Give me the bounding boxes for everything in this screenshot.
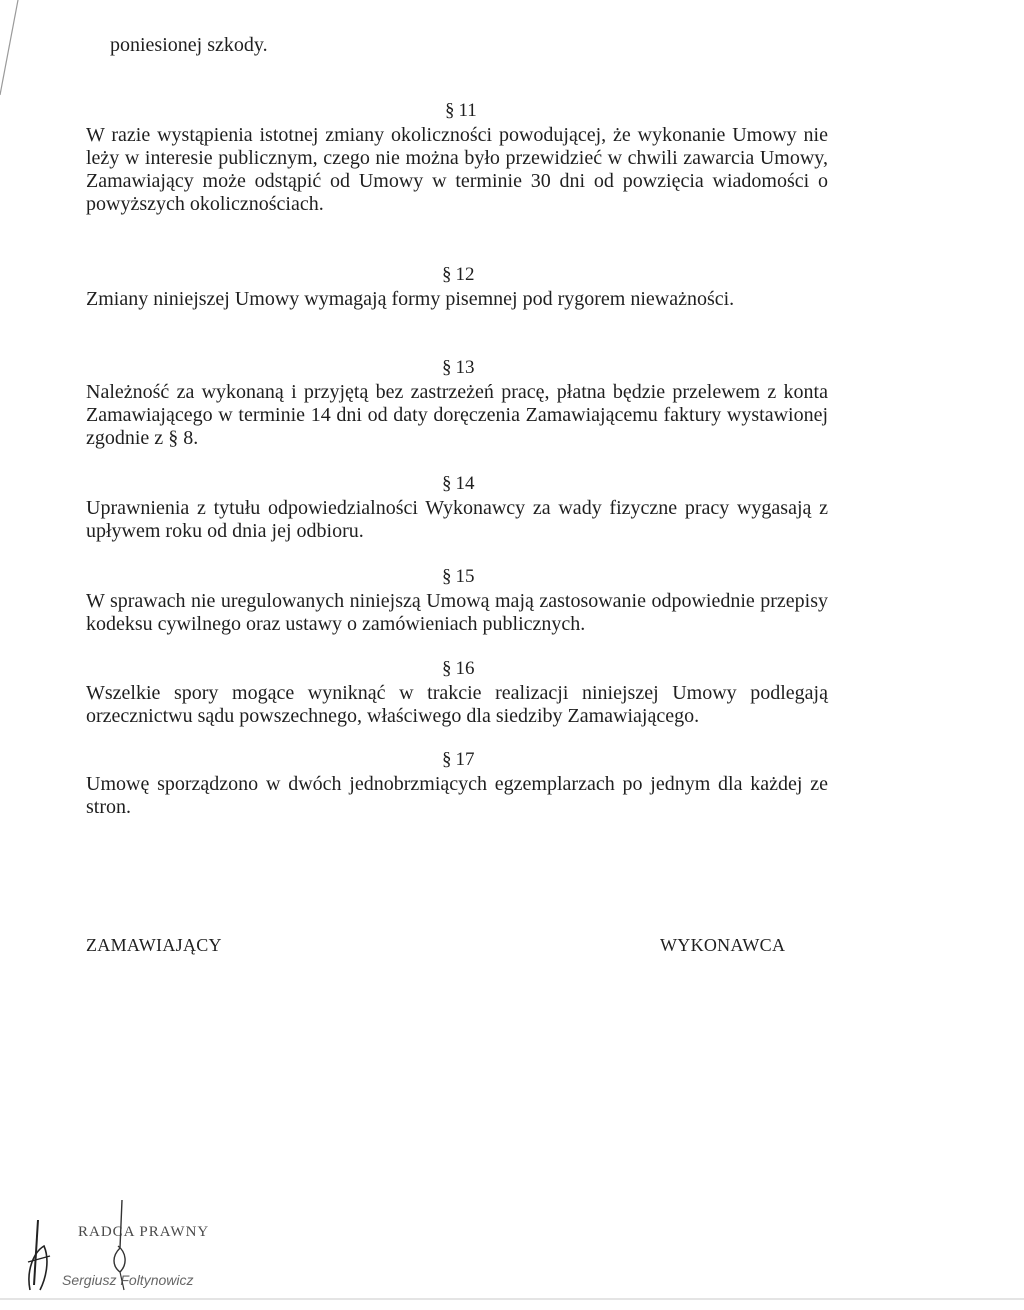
section-number: 16 <box>455 658 475 679</box>
section-number: 11 <box>458 100 477 121</box>
section-body: Uprawnienia z tytułu odpowiedzialności Wykonawcy za wady fizyczne pracy wygasają z upływem roku od dnia jej odbioru. <box>86 497 828 542</box>
section-body: W sprawach nie uregulowanych niniejszą Umową mają zastosowanie odpowiednie przepisy kodeksu cywilnego oraz ustawy o zamówieniach publicznych. <box>86 590 828 635</box>
section-body: Wszelkie spory mogące wyniknąć w trakcie realizacji niniejszej Umowy podlegają orzecznictwu sądu powszechnego, właściwego dla siedziby Zamawiającego. <box>86 682 828 727</box>
section-heading <box>442 566 475 588</box>
section-symbol: § <box>442 566 452 587</box>
section-number: 12 <box>455 264 475 285</box>
section-heading <box>442 749 475 771</box>
section-heading <box>442 658 475 680</box>
section-number: 14 <box>455 473 475 494</box>
section-heading <box>445 100 477 122</box>
section-body: W razie wystąpienia istotnej zmiany okoliczności powodującej, że wykonanie Umowy nie leży w interesie publicznym, czego nie można było przewidzieć w chwili zawarcia Umowy, Zamawiający może odstąpić od Umowy w terminie 30 dni od powzięcia wiadomości o powyższych okolicznościach. <box>86 124 828 215</box>
section-symbol: § <box>442 357 452 378</box>
section-number: 17 <box>455 749 475 770</box>
section-heading <box>442 473 475 495</box>
section-symbol: § <box>442 264 452 285</box>
section-heading <box>442 357 475 379</box>
section-symbol: § <box>442 473 452 494</box>
section-number: 13 <box>455 357 475 378</box>
section-body: Umowę sporządzono w dwóch jednobrzmiących egzemplarzach po jednym dla każdej ze stron. <box>86 773 828 818</box>
section-symbol: § <box>442 749 452 770</box>
section-number: 15 <box>455 566 475 587</box>
section-symbol: § <box>445 100 455 121</box>
stamp-title: RADCA PRAWNY <box>78 1224 210 1240</box>
section-body: Zmiany niniejszej Umowy wymagają formy pisemnej pod rygorem nieważności. <box>86 288 735 310</box>
section-body: Należność za wykonaną i przyjętą bez zastrzeżeń pracę, płatna będzie przelewem z konta Zamawiającego w terminie 14 dni od daty doręczenia Zamawiającemu faktury wystawionej zgodnie z § 8. <box>86 381 828 449</box>
signature-right-label: WYKONAWCA <box>660 935 786 955</box>
handwritten-signature <box>0 1190 220 1300</box>
section-symbol: § <box>442 658 452 679</box>
signature-left-label: ZAMAWIAJĄCY <box>86 935 222 955</box>
intro-text: poniesionej szkody. <box>110 34 268 56</box>
stamp-name: Sergiusz Foltynowicz <box>62 1272 194 1288</box>
section-heading <box>442 264 475 286</box>
